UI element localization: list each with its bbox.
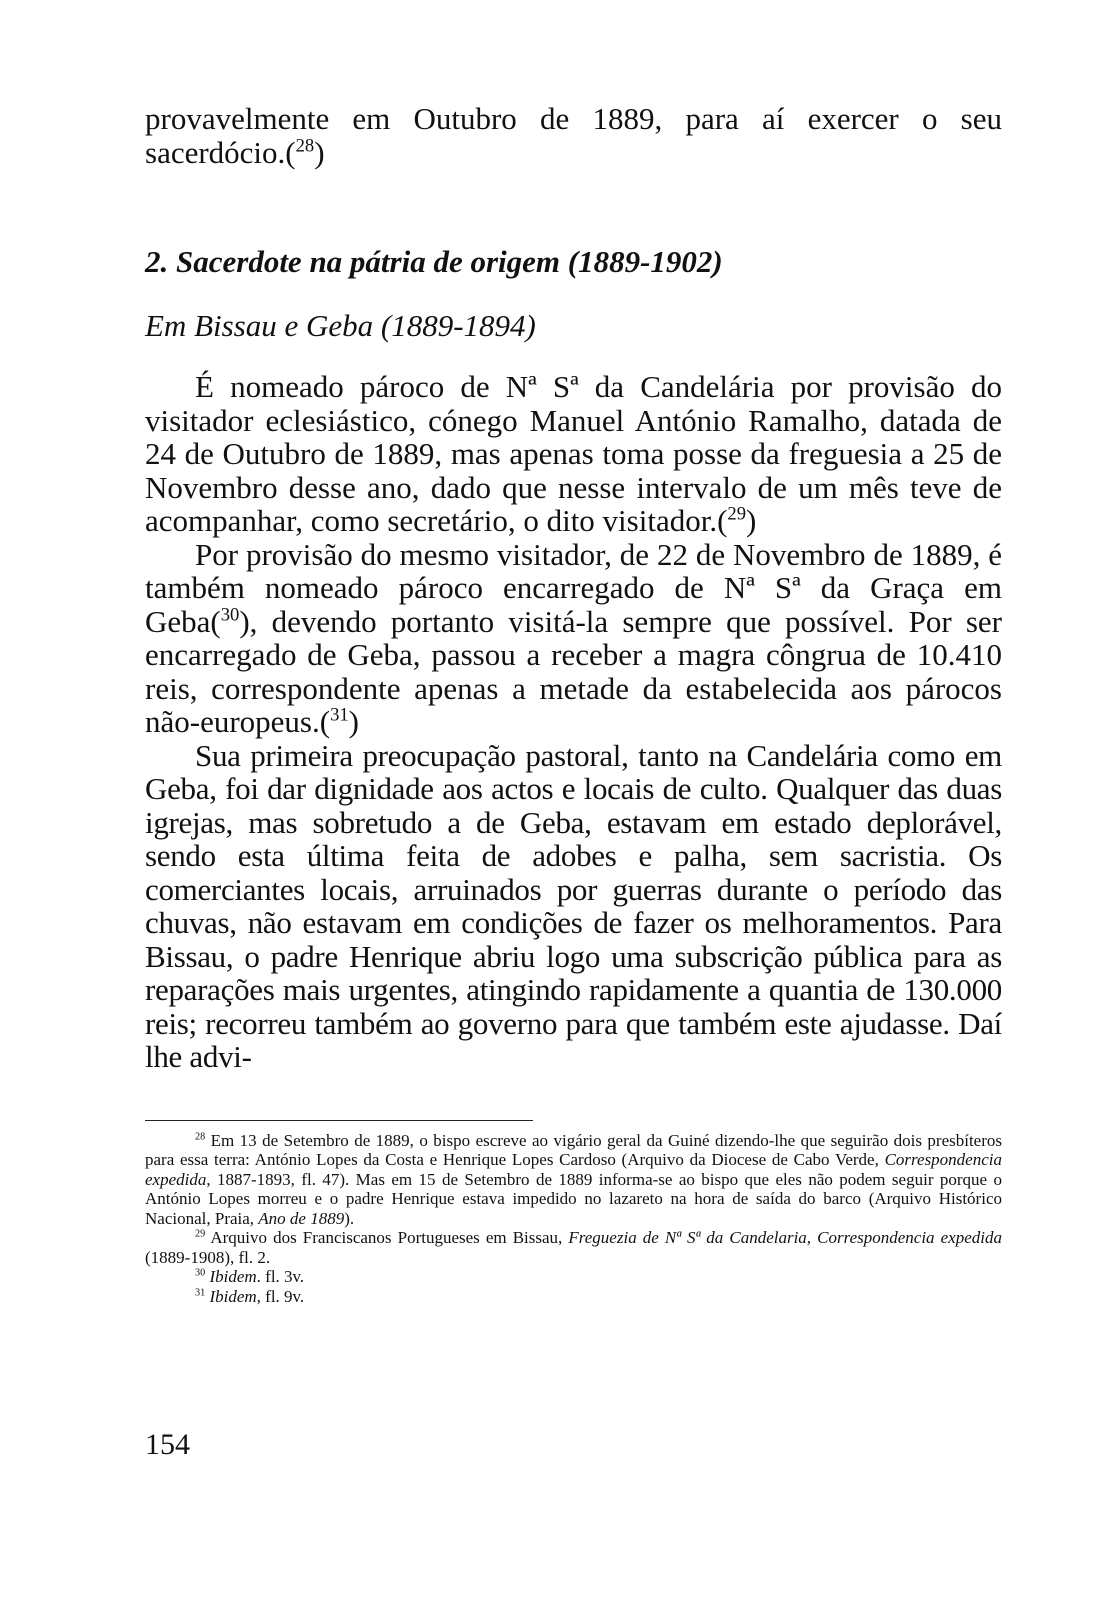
subsection-title: Em Bissau e Geba (1889-1894) (145, 308, 536, 343)
footnote-ref-30[interactable]: 30 (220, 604, 240, 626)
page-number: 154 (145, 1428, 190, 1461)
paragraph-preocupacao: Sua primeira preocupação pastoral, tanto na Candelária como em Geba, foi dar dignidade aos actos e locais de culto. Qualquer das duas igrejas, mas sobretudo a de Geba, estavam em estado deplorável, sendo esta última feita de adobes e palha, sem sacristia. Os comerciantes locais, arruinados por guerras durante o período das chuvas, não estavam em condições de fazer os melhoramentos. Para Bissau, o padre Henrique abriu logo uma subscrição pública para as reparações mais urgentes, atingindo rapidamente a quantia de 130.000 reis; recorreu também ao governo para que também este ajudasse. Daí lhe advi- (145, 737, 1002, 1074)
section-title: 2. Sacerdote na pátria de origem (1889-1902) (145, 244, 723, 279)
footnote-28: $^{28}$ Em 13 de Setembro de 1889, o bispo escreve ao vigário geral da Guiné dizendo-lhe que seguirão dois presbíteros para essa terra: António Lopes da Costa e Henrique Lopes Cardoso (Arquivo da Diocese de Cabo Verde, Correspondencia expedida, 1887-1893, fl. 47). Mas em 15 de Setembro de 1889 informa-se ao bispo que eles não podem seguir porque o António Lopes morreu e o padre Henrique estava impedido no lazareto na hora de saída do barco (Arquivo Histórico Nacional, Praia, Ano de 1889). (145, 1130, 1003, 1228)
footnote-31: $^{31}$ Ibidem, fl. 9v. (195, 1286, 305, 1306)
footnote-ref-29[interactable]: 29 (727, 503, 746, 525)
footnote-29: $^{29}$ Arquivo dos Franciscanos Portugueses em Bissau, Freguezia de Nª Sª da Candelaria, Correspondencia expedida (1889-1908), fl. 2. (145, 1228, 1002, 1267)
footnotes (145, 1131, 1002, 1307)
continuation-paragraph: provavelmente em Outubro de 1889, para aí exercer o seu sacerdócio.($^{28}$) (145, 101, 1002, 170)
footnote-divider (145, 1120, 533, 1121)
paragraph-provisao: Por provisão do mesmo visitador, de 22 de Novembro de 1889, é também nomeado pároco encarregado de Nª Sª da Graça em Geba($^{30}$), devendo portanto visitá-la sempre que possível. Por ser encarregado de Geba, passou a receber a magra côngrua de 10.410 reis, correspondente apenas a metade da estabelecida aos párocos não-europeus.($^{31}$) (145, 536, 1002, 739)
page-content (145, 102, 1002, 1306)
footnote-ref-28[interactable]: 28 (295, 135, 315, 157)
paragraph-nomeado: É nomeado pároco de Nª Sª da Candelária por provisão do visitador eclesiástico, cónego Manuel António Ramalho, datada de 24 de Outubro de 1889, mas apenas toma posse da freguesia a 25 de Novembro desse ano, dado que nesse intervalo de um mês teve de acompanhar, como secretário, o dito visitador.($^{29}$) (145, 369, 1002, 538)
footnote-ref-31[interactable]: 31 (330, 704, 349, 726)
footnote-30: $^{30}$ Ibidem. fl. 3v. (195, 1267, 305, 1286)
